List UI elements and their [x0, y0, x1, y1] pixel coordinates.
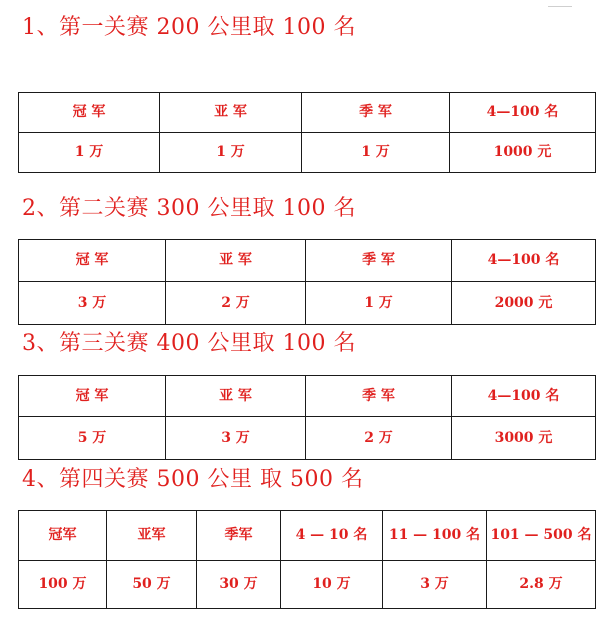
header-cell: 4—100 名: [452, 376, 596, 417]
value-cell: 1 万: [306, 282, 452, 325]
section-2-prize-table: [18, 239, 596, 325]
header-cell: 冠 军: [19, 376, 166, 417]
header-cell: 11 — 100 名: [383, 511, 487, 561]
value-cell: 100 万: [19, 561, 107, 609]
value-cell: 3 万: [19, 282, 166, 325]
value-cell: 30 万: [197, 561, 281, 609]
header-cell: 冠 军: [19, 93, 160, 133]
section-4-prize-table: [18, 510, 596, 609]
header-cell: 亚 军: [166, 376, 306, 417]
section-1-heading: 1、第一关赛 200 公里取 100 名: [22, 15, 356, 40]
header-cell: 亚军: [107, 511, 197, 561]
header-cell: 亚 军: [166, 240, 306, 282]
value-cell: 3 万: [383, 561, 487, 609]
section-3-heading: 3、第三关赛 400 公里取 100 名: [22, 331, 356, 356]
header-cell: 101 — 500 名: [487, 511, 596, 561]
table-value-row: [19, 561, 596, 609]
header-cell: 季 军: [306, 376, 452, 417]
value-cell: 3 万: [166, 417, 306, 460]
section-3-prize-table: [18, 375, 596, 460]
header-cell: 季 军: [302, 93, 450, 133]
value-cell: 1 万: [160, 133, 302, 173]
header-cell: 季 军: [306, 240, 452, 282]
header-cell: 4—100 名: [452, 240, 596, 282]
value-cell: 2000 元: [452, 282, 596, 325]
table-header-row: [19, 376, 596, 417]
header-cell: 4 — 10 名: [281, 511, 383, 561]
value-cell: 50 万: [107, 561, 197, 609]
section-1-prize-table: [18, 92, 596, 173]
header-cell: 冠 军: [19, 240, 166, 282]
table-value-row: [19, 282, 596, 325]
table-header-row: [19, 93, 596, 133]
top-right-rule: [548, 6, 572, 7]
value-cell: 10 万: [281, 561, 383, 609]
section-2-heading: 2、第二关赛 300 公里取 100 名: [22, 196, 356, 221]
value-cell: 5 万: [19, 417, 166, 460]
table-header-row: [19, 511, 596, 561]
value-cell: 3000 元: [452, 417, 596, 460]
section-4-heading: 4、第四关赛 500 公里 取 500 名: [22, 467, 364, 492]
table-value-row: [19, 133, 596, 173]
header-cell: 亚 军: [160, 93, 302, 133]
table-value-row: [19, 417, 596, 460]
value-cell: 1000 元: [450, 133, 596, 173]
value-cell: 1 万: [19, 133, 160, 173]
header-cell: 冠军: [19, 511, 107, 561]
value-cell: 2.8 万: [487, 561, 596, 609]
value-cell: 1 万: [302, 133, 450, 173]
table-header-row: [19, 240, 596, 282]
value-cell: 2 万: [166, 282, 306, 325]
value-cell: 2 万: [306, 417, 452, 460]
header-cell: 4—100 名: [450, 93, 596, 133]
header-cell: 季军: [197, 511, 281, 561]
